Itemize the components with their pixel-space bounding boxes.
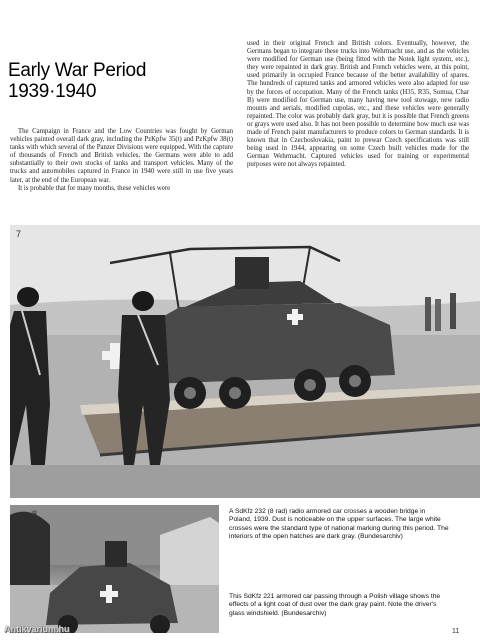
right-paragraph-1: used in their original French and British colors. Eventually, however, the Germans began to integrate these trucks into Wehrmacht use, and as the vehicles were modified for German use (being fitted with the Notek light system, etc.), they were repainted in dark gray. British and French vehicles were, at this point, used primarily in occupied France because of the better availability of spares. The hundreds of captured tanks and armored vehicles were also adapted for use by the forces of occupation. Many of the French tanks (H35, R35, Somua, Char B) were modified for German use, many having new tool stowage, new radio mounts and aerials, modified cupolas, etc., and these vehicles were generally repainted. The color was probably dark gray, but it is possible that French greens or grays were used also. It has not been possible to determine how much use was made of French paint manufacturers to produce colors to German standards. It is known that in Czechoslovakia, paint to prewar Czech specifications was still being used in 1944, appearing on some Czech built vehicles made for the German Wehrmacht. Captured vehicles used for training or experimental purposes were not always repainted. [247,40,469,169]
page-title [8,60,238,102]
title-line-2: 1939·1940 [8,81,97,102]
left-paragraph-1: The Campaign in France and the Low Countries was fought by German vehicles painted overall dark gray, including the PzKpfw 35(t) and PzKpfw 38(t) tanks with which several of the Panzer Divisions were equipped. With the capture of thousands of French and British vehicles, the Germans were able to add substantially to their own stocks of tanks and transport vehicles. Many of the trucks and automobiles captured in France in 1940 were still in use five years later, at the end of the European war. [10,128,233,184]
armored-car-village-illustration [10,505,219,633]
armored-car-bridge-photo [10,225,480,498]
right-text-column [247,40,469,170]
armored-car-village-photo [10,505,219,633]
title-line-1: Early War Period [8,60,147,81]
caption-village: This SdKfz 221 armored car passing through a Polish village shows the effects of a light coat of dust over the dark gray paint. Note the driver's glass windshield. (Bundesarchiv) [229,593,441,617]
left-text-column [10,128,233,193]
watermark: Antikvarium.hu [4,624,70,634]
photo-mark-small: 8 [32,509,38,519]
page-number: 11 [452,628,460,635]
left-paragraph-2: It is probable that for many months, these vehicles were [18,184,171,192]
photo-mark-main: 7 [16,229,22,239]
armored-car-bridge-illustration [10,225,480,498]
caption-bridge: A SdKfz 232 (8 rad) radio armored car crosses a wooden bridge in Poland, 1939. Dust is noticeable on the upper surfaces. The large white crosses were the standard type of national marking during this period. The interiors of the open hatches are dark gray. (Bundesarchiv) [229,508,449,541]
